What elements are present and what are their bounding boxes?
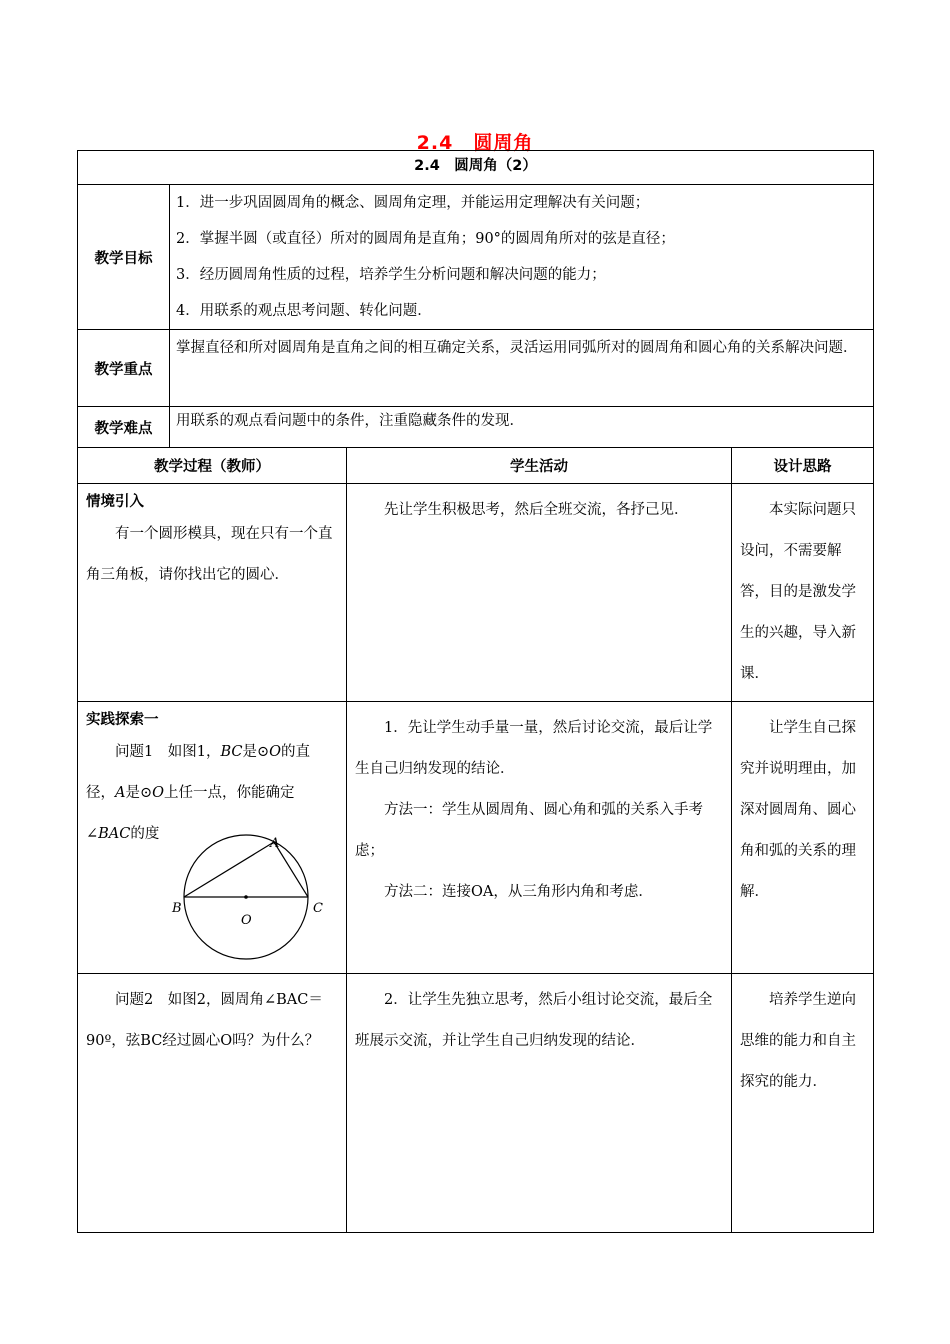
row-explore-teacher (78, 702, 347, 974)
lesson-title: 2.4 圆周角（2） (78, 151, 874, 185)
row-q2-student-text: 2．让学生先独立思考，然后小组讨论交流，最后全班展示交流，并让学生自己归纳发现的结论． (355, 992, 713, 1049)
row-intro-student (347, 484, 732, 702)
difficulties-text: 用联系的观点看问题中的条件，注重隐藏条件的发现． (176, 413, 524, 429)
row-q2-teacher-text: 问题2 如图2，圆周角∠BAC＝90º，弦BC经过圆心O吗？为什么？ (86, 992, 323, 1049)
row-explore-design (732, 702, 874, 974)
difficulties-label: 教学难点 (78, 407, 170, 448)
circle-figure-1 (174, 817, 344, 967)
point-a-label: A (270, 836, 280, 851)
column-header-design: 设计思路 (732, 448, 874, 484)
row-q2-teacher (78, 974, 347, 1233)
row-explore-teacher-text: 问题1 如图1，BC是⊙O的直径，A是⊙O上任一点，你能确定∠BAC的度 (86, 744, 311, 842)
row-intro-student-text: 先让学生积极思考，然后全班交流，各抒己见． (384, 502, 689, 518)
goal-item: 3．经历圆周角性质的过程，培养学生分析问题和解决问题的能力； (176, 267, 606, 283)
row-intro-design-text: 本实际问题只设问，不需要解答，目的是激发学生的兴趣，导入新课． (740, 502, 856, 682)
row-intro-design (732, 484, 874, 702)
goal-item: 2．掌握半圆（或直径）所对的圆周角是直角；90°的圆周角所对的弦是直径； (176, 231, 675, 247)
row-intro-teacher (78, 484, 347, 702)
page-title: 2.4 圆周角 (416, 132, 534, 154)
column-header-student: 学生活动 (347, 448, 732, 484)
key-points-label: 教学重点 (78, 330, 170, 407)
row-explore-student-text-3: 方法二：连接OA，从三角形内角和考虑． (384, 884, 653, 900)
row-intro-teacher-text: 有一个圆形模具，现在只有一个直角三角板，请你找出它的圆心． (86, 526, 333, 583)
goal-item: 1．进一步巩固圆周角的概念、圆周角定理，并能运用定理解决有关问题； (176, 195, 650, 211)
row-explore-student-text-1: 1．先让学生动手量一量，然后讨论交流，最后让学生自己归纳发现的结论． (355, 720, 713, 777)
row-explore-head: 实践探索一 (86, 712, 159, 728)
row-explore-student (347, 702, 732, 974)
goals-list (170, 185, 874, 330)
row-q2-design-text: 培养学生逆向思维的能力和自主探究的能力． (740, 992, 856, 1090)
goals-label: 教学目标 (78, 185, 170, 330)
difficulties-cell (170, 407, 874, 448)
row-q2-student (347, 974, 732, 1233)
row-intro-head: 情境引入 (86, 494, 144, 510)
point-c-label: C (313, 901, 323, 916)
row-q2-design (732, 974, 874, 1233)
goal-item: 4．用联系的观点思考问题、转化问题． (176, 303, 432, 319)
column-header-teacher: 教学过程（教师） (78, 448, 347, 484)
point-o-label: O (241, 913, 252, 928)
key-points-text: 掌握直径和所对圆周角是直角之间的相互确定关系，灵活运用同弧所对的圆周角和圆心角的关系解决问题． (176, 340, 858, 356)
row-explore-design-text: 让学生自己探究并说明理由，加深对圆周角、圆心角和弧的关系的理解． (740, 720, 856, 900)
point-b-label: B (172, 901, 182, 916)
lesson-plan-table (77, 150, 874, 1233)
key-points-cell (170, 330, 874, 407)
row-explore-student-text-2: 方法一：学生从圆周角、圆心角和弧的关系入手考虑； (355, 802, 703, 859)
